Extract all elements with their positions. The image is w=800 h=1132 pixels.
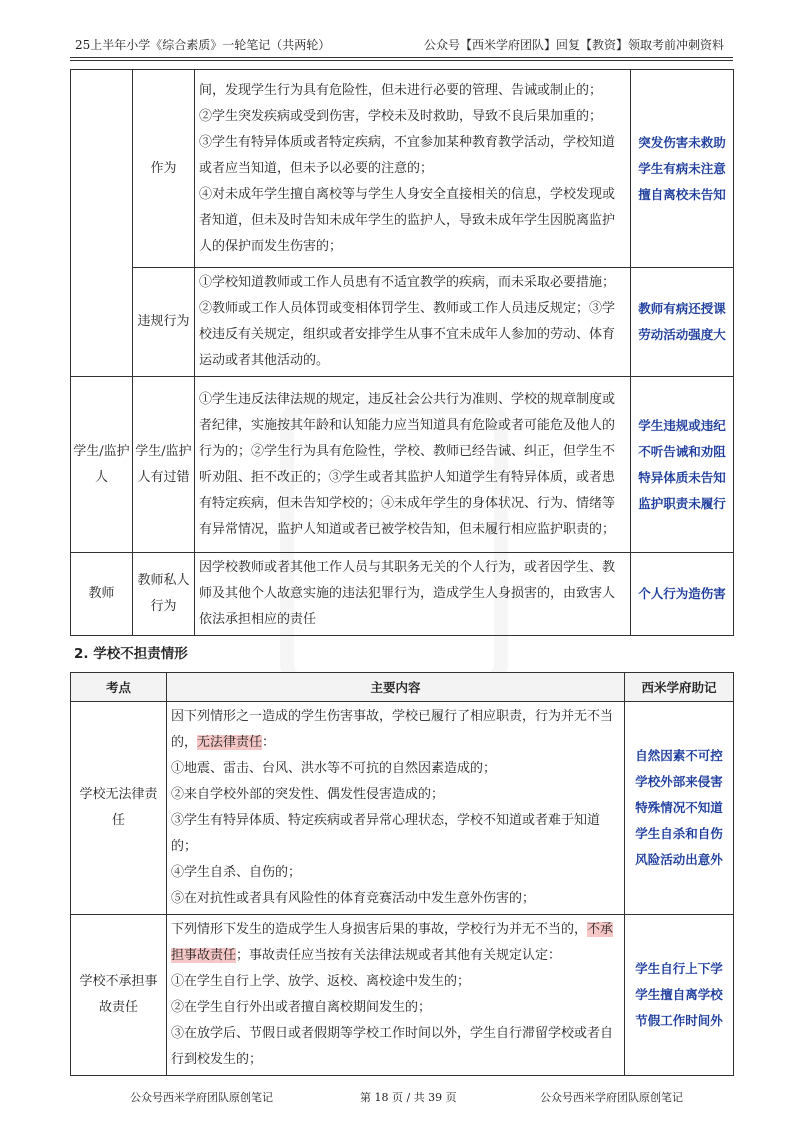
school-exemption-table	[70, 672, 734, 1076]
table-row	[71, 377, 734, 553]
content-cell	[195, 377, 631, 553]
mnemonic-line: 突发伤害未救助	[638, 134, 726, 150]
content-cell	[195, 268, 631, 377]
mnemonic-line: 教师有病还授课	[638, 301, 726, 316]
intro-line	[171, 917, 620, 969]
mnemonic-cell	[631, 553, 734, 636]
content-line: ③学生有特异体质、特定疾病或者异常心理状态，学校不知道或者难于知道的；	[171, 813, 601, 854]
content-line: ⑤在对抗性或者具有风险性的体育竞赛活动中发生意外伤害的；	[171, 891, 536, 906]
page-number: 第 18 页 / 共 39 页	[360, 1091, 457, 1104]
intro-text-end: ：	[262, 735, 276, 750]
footer-right: 公众号西米学府团队原创笔记	[540, 1091, 683, 1104]
mnemonic-line: 特殊情况不知道	[635, 800, 723, 815]
content-cell	[195, 553, 631, 636]
mnemonic-line: 擅自离校未告知	[638, 186, 726, 202]
content-line: ④对未成年学生擅自离校等与学生人身安全直接相关的信息，学校发现或者知道，但未及时告知未成年学生的监护人，导致未成年学生因脱离监护人的保护而发生伤害的；	[199, 186, 616, 254]
mnemonic-cell	[631, 268, 734, 377]
mnemonic-line: 自然因素不可控	[635, 748, 723, 763]
mnemonic-cell	[625, 702, 734, 915]
mnemonic-line: 不听告诫和劝阻	[638, 443, 726, 459]
mnemonic-line: 学生有病未注意	[638, 160, 726, 176]
topic-cell: 学校不承担事故责任	[71, 915, 167, 1076]
subcategory-cell: 作为	[133, 70, 195, 268]
content-line: ①地震、雷击、台风、洪水等不可抗的自然因素造成的；	[171, 761, 497, 776]
mnemonic-line: 节假工作时间外	[635, 1013, 723, 1028]
mnemonic-cell	[631, 377, 734, 553]
column-header-topic: 考点	[71, 673, 167, 702]
table-row	[71, 70, 734, 268]
content-line: ③学生有特异体质或者特定疾病，不宜参加某种教育教学活动，学校知道或者应当知道，但未予以必要的注意的；	[199, 134, 616, 176]
content-cell	[167, 915, 625, 1076]
content-line: ①学校知道教师或工作人员患有不适宜教学的疾病，而未采取必要措施；②教师或工作人员体罚或变相体罚学生、教师或工作人员违反规定；③学校违反有关规定，组织或者安排学生从事不宜未成年人参加的劳动、体育运动或者其他活动的。	[199, 275, 616, 368]
mnemonic-line: 学生擅自离学校	[635, 987, 723, 1002]
column-header-content: 主要内容	[167, 673, 625, 702]
category-cell	[71, 70, 133, 377]
content-line: 因学校教师或者其他工作人员与其职务无关的个人行为，或者因学生、教师及其他个人故意实施的违法犯罪行为，造成学生人身损害的，由致害人依法承担相应的责任	[199, 560, 616, 627]
mnemonic-line: 特异体质未告知	[638, 469, 726, 485]
intro-line	[171, 704, 620, 756]
content-line: ④学生自杀、自伤的；	[171, 865, 302, 880]
mnemonic-line: 监护职责未履行	[638, 495, 726, 511]
intro-text: 因下列情形之一造成的学生伤害事故，学校已履行了相应职责，行为并无不当的，	[171, 709, 614, 750]
content-cell	[167, 702, 625, 915]
content-line: ②在学生自行外出或者擅自离校期间发生的；	[171, 1000, 432, 1015]
header-rule	[70, 57, 733, 58]
mnemonic-line: 劳动活动强度大	[638, 327, 726, 342]
table-header-row	[71, 673, 734, 702]
mnemonic-line: 个人行为造伤害	[638, 586, 726, 601]
mnemonic-line: 学校外部来侵害	[635, 774, 723, 789]
content-line: ①在学生自行上学、放学、返校、离校途中发生的；	[171, 974, 471, 989]
footer-left: 公众号西米学府团队原创笔记	[130, 1091, 273, 1104]
mnemonic-cell	[625, 915, 734, 1076]
content-line: ②来自学校外部的突发性、偶发性侵害造成的；	[171, 787, 445, 802]
table-row	[71, 915, 734, 1076]
highlighted-term: 无法律责任	[197, 735, 263, 750]
content-line: ①学生违反法律法规的规定，违反社会公共行为准则、学校的规章制度或者纪律，实施按其年龄和认知能力应当知道具有危险或者可能危及他人的行为的；②学生行为具有危险性，学校、教师已经告诫、纠正，但学生不听劝阻、拒不改正的；③学生或者其监护人知道学生有特异体质，或者患有特定疾病，但未告知学校的；④未成年学生的身体状况、行为、情绪等有异常情况，监护人知道或者已被学校告知，但未履行相应监护职责的；	[199, 391, 616, 537]
subcategory-cell: 教师私人行为	[133, 553, 195, 636]
content-cell	[195, 70, 631, 268]
section-title: 2. 学校不担责情形	[74, 646, 188, 662]
intro-text: 下列情形下发生的造成学生人身损害后果的事故，学校行为并无不当的，	[171, 922, 588, 937]
table-row	[71, 553, 734, 636]
mnemonic-cell	[631, 70, 734, 268]
mnemonic-line: 风险活动出意外	[635, 852, 723, 867]
page-header-left: 25上半年小学《综合素质》一轮笔记（共两轮）	[75, 38, 331, 52]
column-header-mnemonic: 西米学府助记	[625, 673, 734, 702]
table-row	[71, 702, 734, 915]
subcategory-cell: 违规行为	[133, 268, 195, 377]
mnemonic-line: 学生自行上下学	[635, 961, 723, 976]
topic-cell: 学校无法律责任	[71, 702, 167, 915]
content-line: 间，发现学生行为具有危险性，但未进行必要的管理、告诫或制止的；	[199, 82, 603, 98]
page-header-right: 公众号【西米学府团队】回复【教资】领取考前冲刺资料	[423, 38, 724, 52]
highlighted-term: 不承担事故责任	[171, 922, 614, 963]
table-row	[71, 268, 734, 377]
mnemonic-line: 学生自杀和自伤	[635, 826, 723, 841]
intro-text-end: ；事故责任应当按有关法律法规或者其他有关规定认定：	[236, 948, 562, 963]
content-line: ②学生突发疾病或受到伤害，学校未及时救助，导致不良后果加重的；	[199, 108, 603, 124]
mnemonic-line: 学生违规或违纪	[638, 417, 726, 433]
header-rule-2	[70, 60, 733, 61]
content-line: ③在放学后、节假日或者假期等学校工作时间以外，学生自行滞留学校或者自行到校发生的；	[171, 1026, 614, 1067]
category-cell: 教师	[71, 553, 133, 636]
category-cell: 学生/监护人	[71, 377, 133, 553]
subcategory-cell: 学生/监护人有过错	[133, 377, 195, 553]
liability-table-continued	[70, 69, 734, 636]
